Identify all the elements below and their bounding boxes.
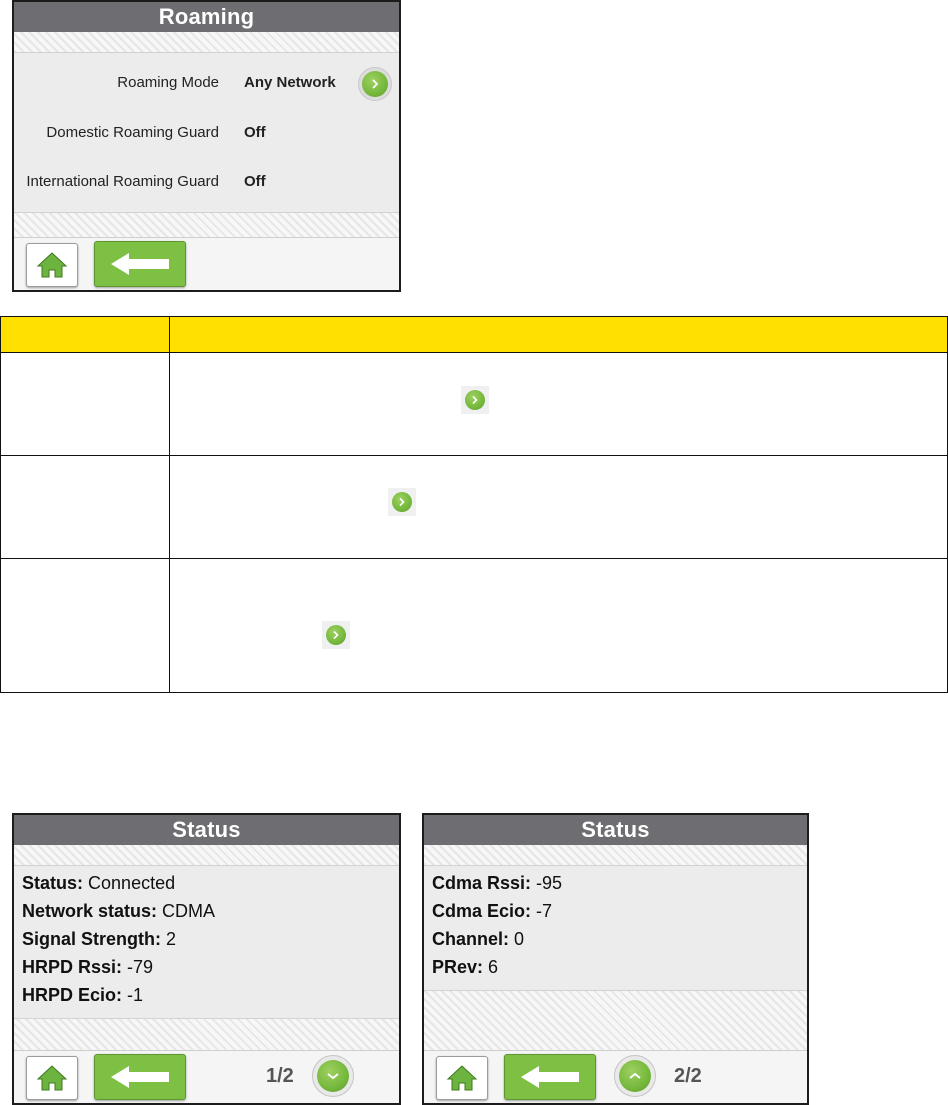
roaming-options-table xyxy=(0,316,948,693)
chevron-down-icon xyxy=(326,1071,340,1081)
page-indicator: 1/2 xyxy=(266,1065,294,1087)
status-line: Network status: CDMA xyxy=(22,901,216,921)
roaming-screen xyxy=(12,0,401,292)
home-button[interactable] xyxy=(26,243,78,287)
table-header-option xyxy=(1,317,9,352)
roaming-mode-label: Roaming Mode xyxy=(117,74,219,91)
page-indicator: 2/2 xyxy=(674,1065,702,1087)
international-roaming-guard-value: Off xyxy=(244,173,266,190)
roaming-mode-row[interactable] xyxy=(14,66,399,102)
status-line: Cdma Rssi: -95 xyxy=(432,873,563,893)
table-header-description xyxy=(169,317,177,352)
stripe-band xyxy=(14,845,399,866)
international-roaming-guard-row[interactable] xyxy=(14,165,399,201)
home-button[interactable] xyxy=(436,1056,488,1100)
table-row xyxy=(1,559,947,692)
back-arrow-icon xyxy=(109,251,171,277)
stripe-band xyxy=(424,845,807,866)
roaming-footer xyxy=(14,237,399,290)
back-arrow-icon xyxy=(519,1064,581,1090)
previous-page-button[interactable] xyxy=(614,1055,656,1097)
status-title: Status xyxy=(424,815,807,845)
roaming-mode-chevron-button[interactable] xyxy=(358,67,392,101)
domestic-roaming-guard-row[interactable] xyxy=(14,116,399,152)
status-line: HRPD Ecio: -1 xyxy=(22,985,144,1005)
back-button[interactable] xyxy=(94,241,186,287)
status-line: Signal Strength: 2 xyxy=(22,929,177,949)
table-row xyxy=(1,456,947,558)
status-line: Status: Connected xyxy=(22,873,176,893)
table-header-row xyxy=(1,317,947,353)
international-roaming-guard-label: International Roaming Guard xyxy=(26,173,219,190)
home-icon xyxy=(36,251,68,279)
stripe-band-bottom xyxy=(14,212,399,238)
status-screen-page-2 xyxy=(422,813,809,1105)
stripe-band-bottom xyxy=(14,1018,399,1051)
chevron-up-icon xyxy=(628,1071,642,1081)
chevron-right-icon xyxy=(322,621,350,649)
stripe-band-bottom xyxy=(424,990,807,1051)
back-button[interactable] xyxy=(504,1054,596,1100)
status-footer xyxy=(424,1050,807,1103)
home-icon xyxy=(446,1064,478,1092)
chevron-right-icon xyxy=(461,386,489,414)
domestic-roaming-guard-label: Domestic Roaming Guard xyxy=(46,124,219,141)
status-line: HRPD Rssi: -79 xyxy=(22,957,154,977)
status-line: Cdma Ecio: -7 xyxy=(432,901,553,921)
chevron-right-icon xyxy=(388,488,416,516)
status-line: Channel: 0 xyxy=(432,929,525,949)
home-icon xyxy=(36,1064,68,1092)
status-footer xyxy=(14,1050,399,1103)
stripe-band xyxy=(14,32,399,53)
roaming-title: Roaming xyxy=(14,2,399,32)
table-row xyxy=(1,352,947,455)
status-title: Status xyxy=(14,815,399,845)
status-line: PRev: 6 xyxy=(432,957,499,977)
domestic-roaming-guard-value: Off xyxy=(244,124,266,141)
next-page-button[interactable] xyxy=(312,1055,354,1097)
back-arrow-icon xyxy=(109,1064,171,1090)
status-screen-page-1 xyxy=(12,813,401,1105)
back-button[interactable] xyxy=(94,1054,186,1100)
roaming-mode-value: Any Network xyxy=(244,74,336,91)
chevron-right-icon xyxy=(370,78,380,90)
home-button[interactable] xyxy=(26,1056,78,1100)
